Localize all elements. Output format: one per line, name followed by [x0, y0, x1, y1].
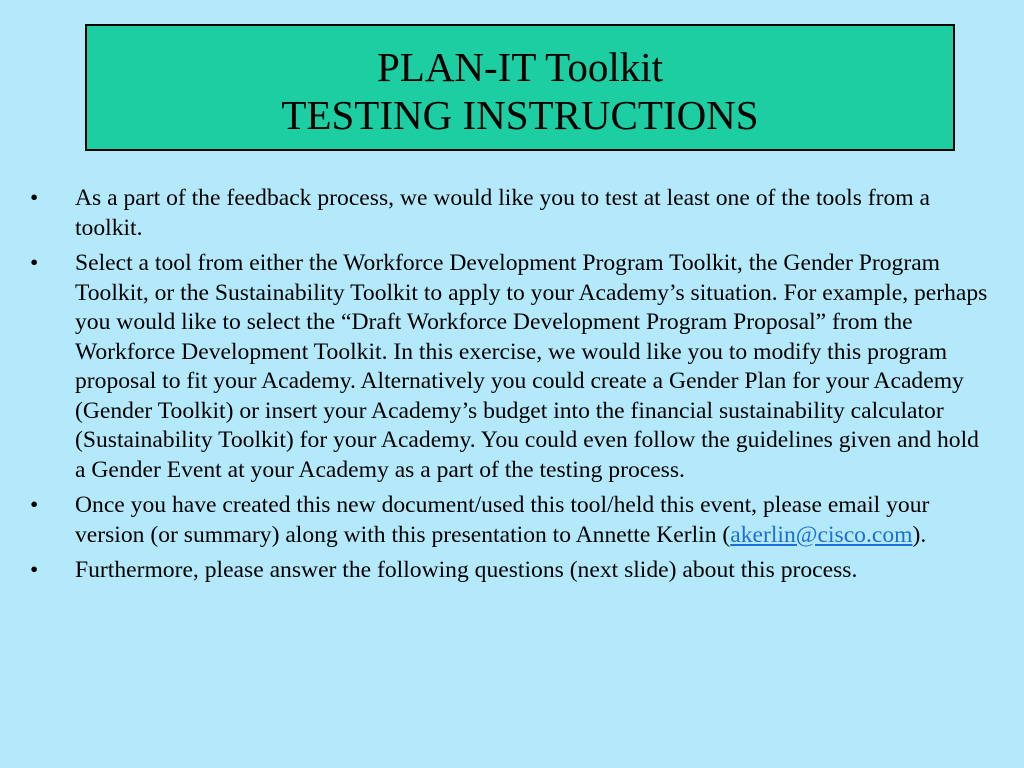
bullet-item-select-tool [30, 249, 992, 485]
bullet-item-email-version [30, 491, 992, 550]
bullet-icon: • [30, 185, 39, 211]
bullet-text-before-link: Once you have created this new document/used this tool/held this event, please email your version (or summary) along with this presentation to Annette Kerlin ( [75, 492, 930, 548]
bullet-text-after-link: ). [912, 521, 927, 548]
slide-body [30, 184, 992, 592]
slide-subtitle: TESTING INSTRUCTIONS [281, 92, 759, 138]
bullet-icon: • [30, 557, 39, 583]
bullet-icon: • [30, 492, 39, 518]
bullet-item-test-tool [30, 184, 992, 243]
bullet-text: As a part of the feedback process, we would like you to test at least one of the tools from a toolkit. [75, 185, 931, 241]
slide-title-box [85, 24, 955, 151]
slide-title: PLAN-IT Toolkit [376, 44, 664, 90]
bullet-list [30, 184, 992, 586]
email-link[interactable]: akerlin@cisco.com [730, 521, 913, 548]
bullet-text: Select a tool from either the Workforce Development Program Toolkit, the Gender Program Toolkit, or the Sustainability Toolkit to apply to your Academy’s situation. For example, perhaps you would like to select the “Draft Workforce Development Program Proposal” from the Workforce Development Toolkit. In this exercise, we would like you to modify this program proposal to fit your Academy. Alternatively you could create a Gender Plan for your Academy (Gender Toolkit) or insert your Academy’s budget into the financial sustainability calculator (Sustainability Toolkit) for your Academy. You could even follow the guidelines given and hold a Gender Event at your Academy as a part of the testing process. [75, 250, 988, 483]
bullet-item-answer-questions [30, 556, 992, 586]
bullet-text: Furthermore, please answer the following questions (next slide) about this process. [75, 557, 858, 583]
bullet-icon: • [30, 250, 39, 276]
